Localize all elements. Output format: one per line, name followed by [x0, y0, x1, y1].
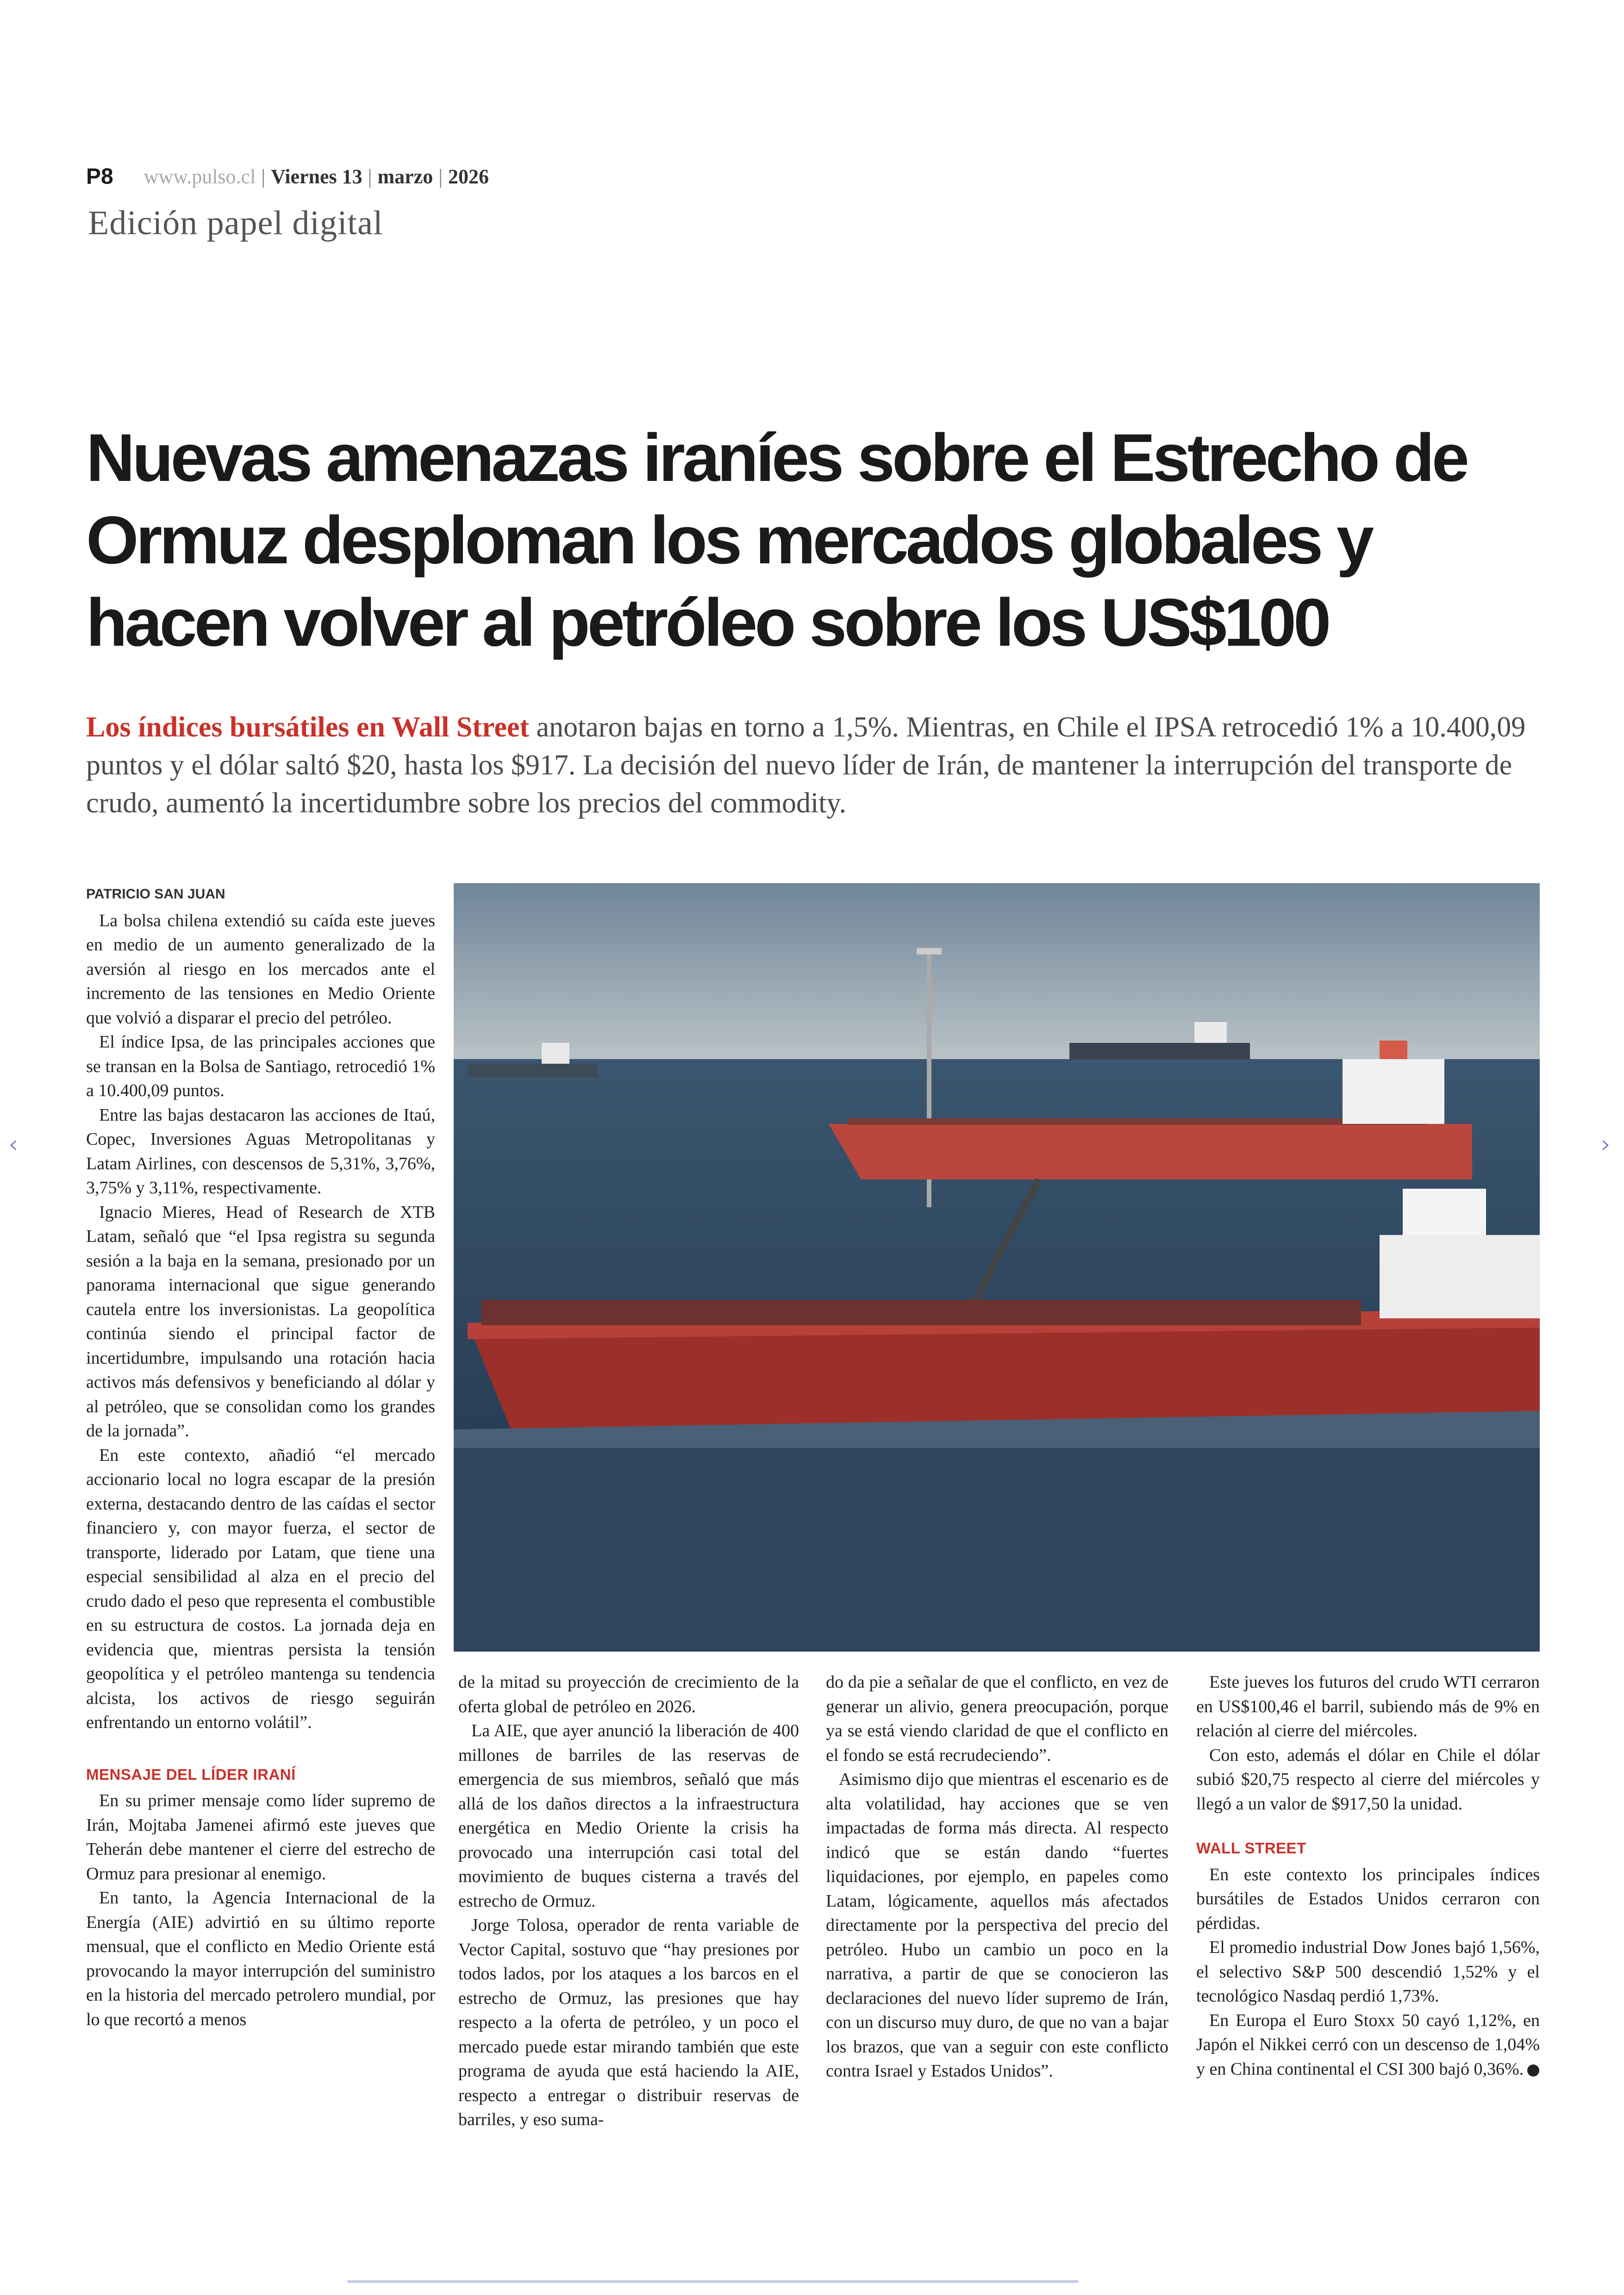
tankers-photo-illustration — [454, 883, 1540, 1652]
subheading-wall-street: WALL STREET — [1196, 1840, 1306, 1857]
paragraph: Con esto, además el dólar en Chile el dólar subió $20,75 respecto al cierre del miércoles y llegó a un valor de $917,50 la unidad. — [1196, 1745, 1540, 1814]
paragraph: El promedio industrial Dow Jones bajó 1,56%, el selectivo S&P 500 descendió 1,52% y el tecnológico Nasdaq perdió 1,73%. — [1196, 1938, 1540, 2006]
lead-text: anotaron bajas en torno a 1,5%. Mientras, en Chile el IPSA retrocedió 1% a 10.400,09 puntos y el dólar saltó $20, hasta los $917. La decisión del nuevo líder de Irán, de mantener la interrupción del transporte de crudo, aumentó la incertidumbre sobre los precios del commodity. — [86, 711, 1526, 819]
paragraph: Asimismo dijo que mientras el escenario es de alta volatilidad, hay acciones que se ven impactadas de forma más directa. Al respecto indicó que se están dando “fuertes liquidaciones, por ejemplo, en papeles como Latam, lógicamente, aquellos más afectados directamente por la perspectiva del precio del petróleo. Hubo un cambio un poco en la narrativa, a partir de que se conocieron las declaraciones del nuevo líder supremo de Irán, con un discurso muy duro, de que no van a bajar los brazos, que van a seguir con este conflicto contra Israel y Estados Unidos”. — [826, 1770, 1168, 2081]
site-url: www.pulso.cl — [144, 165, 256, 188]
paragraph: Este jueves los futuros del crudo WTI cerraron en US$100,46 el barril, subiendo más de 9% en relación al cierre del miércoles. — [1196, 1672, 1540, 1740]
lead-highlight: Los índices bursátiles en Wall Street — [86, 711, 530, 743]
article-column-2 — [458, 1670, 799, 2132]
chevron-left-icon: ‹ — [8, 1129, 19, 1159]
paragraph: En este contexto, añadió “el mercado accionario local no logra escapar de la presión externa, destacando dentro de las caídas el sector financiero y, con mayor fuerza, el sector de transporte, liderado por Latam, que tiene una especial sensibilidad al alza en el precio del crudo dado el peso que representa el combustible en su estructura de costos. La jornada deja en evidencia que, mientras persista la tensión geopolítica y el petróleo mantenga su tendencia alcista, los activos de riesgo seguirán enfrentando un entorno volátil”. — [86, 1445, 435, 1732]
paragraph: En este contexto los principales índices bursátiles de Estados Unidos cerraron con pérdidas. — [1196, 1865, 1540, 1933]
next-page-button[interactable] — [1601, 1129, 1611, 1159]
paragraph-text: En Europa el Euro Stoxx 50 cayó 1,12%, en Japón el Nikkei cerró con un descenso de 1,04% y en China continental el CSI 300 bajó 0,36%. — [1196, 2010, 1540, 2079]
lead-paragraph — [86, 708, 1544, 822]
page-number: P8 — [86, 164, 113, 189]
date-day: Viernes 13 — [271, 165, 362, 188]
end-mark-icon — [1527, 2064, 1539, 2077]
byline: PATRICIO SAN JUAN — [86, 886, 225, 902]
article-column-4 — [1196, 1670, 1540, 2081]
paragraph: La AIE, que ayer anunció la liberación de 400 millones de barriles de las reservas de emergencia de sus miembros, señaló que más allá de los daños directos a la infraestructura energética en Medio Oriente la crisis ha provocado una interrupción casi total del movimiento de buques cisterna a través del estrecho de Ormuz. — [458, 1721, 799, 1911]
chevron-right-icon: › — [1601, 1129, 1611, 1159]
separator: | — [261, 165, 266, 188]
date-month: marzo — [377, 165, 433, 188]
paragraph: Ignacio Mieres, Head of Research de XTB Latam, señaló que “el Ipsa registra su segunda sesión a la baja en la semana, presionado por un panorama internacional que sigue generando cautela entre los inversionistas. La geopolítica continúa siendo el principal factor de incertidumbre, impulsando una rotación hacia activos más defensivos y beneficiando al dólar y al petróleo, que se consolidan como los grandes de la jornada”. — [86, 1202, 435, 1441]
prev-page-button[interactable] — [8, 1129, 19, 1159]
subheading-iran-leader: MENSAJE DEL LÍDER IRANÍ — [86, 1765, 296, 1783]
paragraph — [1196, 2008, 1540, 2082]
paragraph: do da pie a señalar de que el conflicto, en vez de generar un alivio, genera preocupación, porque ya se está viendo claridad de que el conflicto en el fondo se está recrudeciendo”. — [826, 1672, 1168, 1765]
article-column-3 — [826, 1670, 1168, 2083]
date-year: 2026 — [448, 165, 489, 188]
paragraph: La bolsa chilena extendió su caída este jueves en medio de un aumento generalizado de la aversión al riesgo en los mercados ante el incremento de las tensiones en Medio Oriente que volvió a disparar el precio del petróleo. — [86, 911, 435, 1028]
paragraph: Jorge Tolosa, operador de renta variable de Vector Capital, sostuvo que “hay presiones por todos lados, por los ataques a los barcos en el estrecho de Ormuz, las presiones que hay respecto a la oferta de petróleo, y un poco el mercado puede estar mirando también que este programa de ayuda que está haciendo la AIE, respecto a entregar o distribuir reservas de barriles, y eso suma- — [458, 1915, 799, 2129]
page-header — [86, 156, 489, 197]
scrollbar-thumb[interactable] — [347, 2280, 1079, 2283]
paragraph: El índice Ipsa, de las principales acciones que se transan en la Bolsa de Santiago, retrocedió 1% a 10.400,09 puntos. — [86, 1032, 435, 1100]
article-photo — [454, 883, 1540, 1652]
separator: | — [368, 165, 372, 188]
paragraph: de la mitad su proyección de crecimiento de la oferta global de petróleo en 2026. — [458, 1672, 799, 1716]
paragraph: Entre las bajas destacaron las acciones de Itaú, Copec, Inversiones Aguas Metropolitanas y Latam Airlines, con descensos de 5,31%, 3,76%, 3,75% y 3,11%, respectivamente. — [86, 1105, 435, 1197]
headline: Nuevas amenazas iraníes sobre el Estrecho de Ormuz desploman los mercados globales y hacen volver al petróleo sobre los US$100 — [86, 420, 1467, 660]
separator: | — [438, 165, 443, 188]
edition-label: Edición papel digital — [88, 204, 383, 242]
paragraph: En su primer mensaje como líder supremo de Irán, Mojtaba Jamenei afirmó este jueves que Teherán debe mantener el cierre del estrecho de Ormuz para presionar al enemigo. — [86, 1791, 435, 1883]
page-scrollbar[interactable] — [347, 2280, 1079, 2283]
paragraph: En tanto, la Agencia Internacional de la Energía (AIE) advirtió en su último reporte mensual, que el conflicto en Medio Oriente está provocando la mayor interrupción del suministro en la historia del mercado petrolero mundial, por lo que recortó a menos — [86, 1888, 435, 2029]
article-column-1 — [86, 882, 435, 2032]
